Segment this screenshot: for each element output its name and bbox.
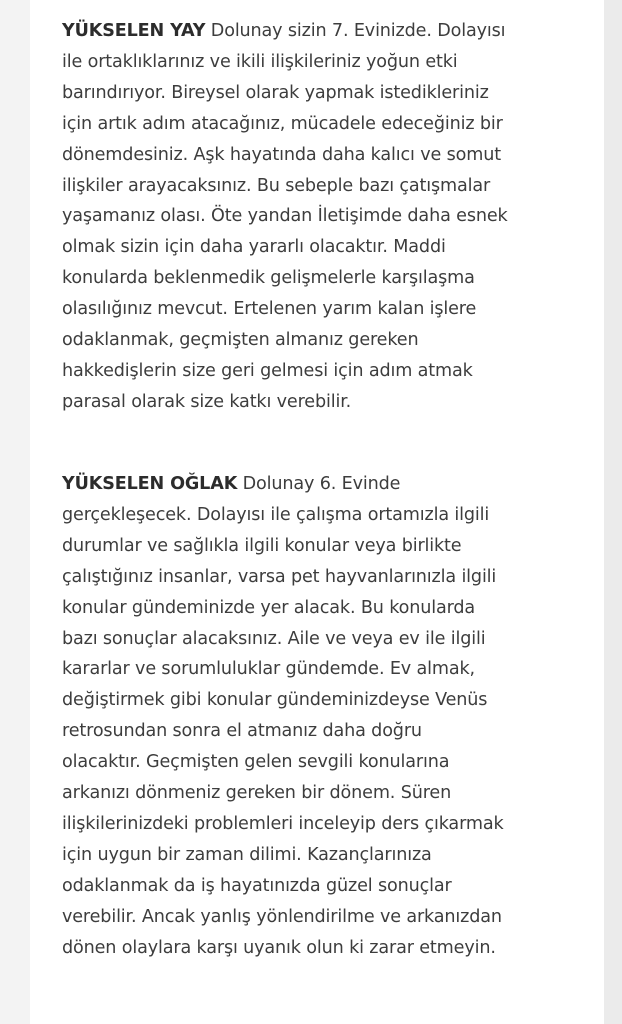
section-heading: YÜKSELEN OĞLAK bbox=[62, 474, 238, 494]
paragraph-line: olasılığınız mevcut. Ertelenen yarım kalan işlere bbox=[62, 299, 477, 320]
paragraph-line: ilişkilerinizdeki problemleri inceleyip ders çıkarmak bbox=[62, 813, 504, 834]
paragraph-line: arkanızı dönmeniz gereken bir dönem. Süren bbox=[62, 783, 452, 804]
paragraph-line: konular gündeminizde yer alacak. Bu konularda bbox=[62, 597, 476, 618]
horoscope-section-oglak bbox=[62, 469, 582, 964]
paragraph-line: olacaktır. Geçmişten gelen sevgili konularına bbox=[62, 752, 450, 773]
paragraph-line: bazı sonuçlar alacaksınız. Aile ve veya ev ile ilgili bbox=[62, 628, 486, 649]
paragraph-line: için uygun bir zaman dilimi. Kazançlarınıza bbox=[62, 844, 432, 865]
paragraph-line: barındırıyor. Bireysel olarak yapmak istedikleriniz bbox=[62, 82, 489, 103]
section-heading: YÜKSELEN YAY bbox=[62, 21, 206, 41]
paragraph-line: dönemdesiniz. Aşk hayatında daha kalıcı ve somut bbox=[62, 144, 501, 165]
paragraph-line: ilişkiler arayacaksınız. Bu sebeple bazı çatışmalar bbox=[62, 175, 491, 196]
horoscope-section-yay bbox=[62, 16, 582, 418]
paragraph-line: olmak sizin için daha yararlı olacaktır. Maddi bbox=[62, 237, 446, 258]
paragraph-line: değiştirmek gibi konular gündeminizdeyse Venüs bbox=[62, 690, 488, 711]
paragraph-line: verebilir. Ancak yanlış yönlendirilme ve arkanızdan bbox=[62, 906, 502, 927]
paragraph-line: kararlar ve sorumluluklar gündemde. Ev almak, bbox=[62, 659, 475, 680]
paragraph-line: ile ortaklıklarınız ve ikili ilişkileriniz yoğun etki bbox=[62, 51, 458, 72]
paragraph-line: odaklanmak da iş hayatınızda güzel sonuçlar bbox=[62, 875, 452, 896]
paragraph-line: gerçekleşecek. Dolayısı ile çalışma ortamızla ilgili bbox=[62, 504, 490, 525]
paragraph-line: durumlar ve sağlıkla ilgili konular veya birlikte bbox=[62, 535, 462, 556]
paragraph-line: çalıştığınız insanlar, varsa pet hayvanlarınızla ilgili bbox=[62, 566, 497, 587]
paragraph-line: parasal olarak size katkı verebilir. bbox=[62, 391, 352, 412]
paragraph-line: yaşamanız olası. Öte yandan İletişimde daha esnek bbox=[62, 206, 508, 227]
paragraph-line: odaklanmak, geçmişten almanız gereken bbox=[62, 330, 419, 351]
paragraph-line: hakkedişlerin size geri gelmesi için adım atmak bbox=[62, 360, 473, 381]
paragraph-text: Dolunay 6. Evinde bbox=[237, 474, 401, 494]
paragraph-line bbox=[62, 469, 582, 500]
paragraph-line: konularda beklenmedik gelişmelerle karşılaşma bbox=[62, 268, 475, 289]
paragraph-line: retrosundan sonra el atmanız daha doğru bbox=[62, 721, 422, 742]
paragraph-line: için artık adım atacağınız, mücadele edeceğiniz bir bbox=[62, 113, 503, 134]
article-page bbox=[30, 0, 604, 1024]
paragraph-line: dönen olaylara karşı uyanık olun ki zarar etmeyin. bbox=[62, 937, 496, 958]
paragraph-text: Dolunay sizin 7. Evinizde. Dolayısı bbox=[205, 21, 506, 41]
paragraph-line bbox=[62, 16, 582, 47]
